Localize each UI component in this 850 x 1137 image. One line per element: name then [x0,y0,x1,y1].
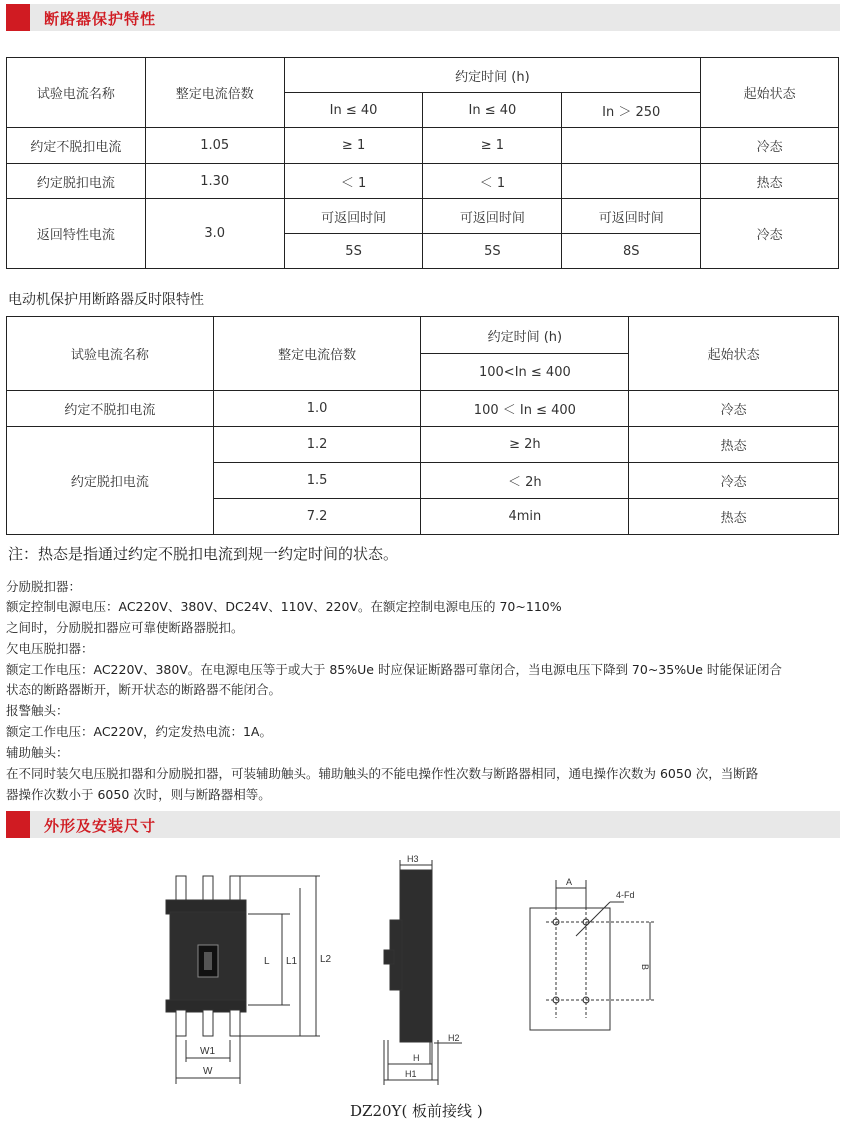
paragraph-line: 在不同时装欠电压脱扣器和分励脱扣器，可装辅助触头。辅助触头的不能电操作性次数与断路器相同，通电操作次数为 6050 次，当断路 [6,766,759,781]
dim-label-h3: H3 [407,854,419,864]
paragraph-line: 额定工作电压：AC220V、380V。在电源电压等于或大于 85%Ue 时应保证断路器可靠闭合，当电源电压下降到 70~35%Ue 时能保证闭合 [6,662,782,677]
paragraph-line: 欠电压脱扣器： [6,641,94,656]
paragraph-line: 报警触头： [6,703,69,718]
cell-name: 约定不脱扣电流 [7,391,214,427]
motor-protection-subtitle: 电动机保护用断路器反时限特性 [8,292,204,308]
cell-state: 冷态 [629,391,839,427]
paragraph-line: 状态的断路器断开，断开状态的断路器不能闭合。 [6,682,282,697]
cell-mult: 1.5 [213,463,421,499]
dim-label-l1: L1 [286,956,298,967]
cell-time: ≥ 1 [284,128,423,164]
subheader-2: In ≤ 40 [423,93,562,128]
table-row [7,391,839,427]
cell-name: 约定脱扣电流 [7,164,146,199]
cell-mult: 1.05 [145,128,284,164]
subheader-3: In ＞ 250 [562,93,701,128]
cell-time-label: 可返回时间 [423,199,562,234]
dim-label-w: W [203,1066,213,1077]
header-initial-state: 起始状态 [629,317,839,391]
dim-label-fd: 4-Fd [616,890,635,900]
header-time: 约定时间 (h) [421,317,629,354]
cell-name: 约定不脱扣电流 [7,128,146,164]
cell-state: 冷态 [701,128,839,164]
cell-state: 热态 [629,427,839,463]
subheader-time-range: 100<In ≤ 400 [421,354,629,391]
paragraph-line: 辅助触头： [6,745,69,760]
header-initial-state: 起始状态 [701,58,839,128]
motor-protection-table [6,316,839,535]
table-row [7,199,839,234]
protection-characteristics-table [6,57,839,269]
paragraph-line: 之间时，分励脱扣器应可靠使断路器脱扣。 [6,620,244,635]
dim-label-l: L [264,956,270,967]
paragraph-line: 分励脱扣器： [6,579,82,594]
note-text: 注：热态是指通过约定不脱扣电流到规一约定时间的状态。 [8,545,399,563]
section-title: 外形及安装尺寸 [44,817,157,835]
mounting-plan-drawing [530,880,656,1030]
cell-time: ＜ 1 [284,164,423,199]
paragraph-line: 额定工作电压：AC220V，约定发热电流：1A。 [6,724,272,739]
cell-time: ＜ 2h [421,463,629,499]
cell-time: ≥ 2h [421,427,629,463]
header-multiple: 整定电流倍数 [213,317,421,391]
front-view-drawing [166,876,320,1084]
cell-time: ＜ 1 [423,164,562,199]
cell-mult: 1.0 [213,391,421,427]
cell-time-label: 可返回时间 [284,199,423,234]
dim-label-b: B [640,964,650,971]
header-time: 约定时间 (h) [284,58,700,93]
paragraph-line: 额定控制电源电压：AC220V、380V、DC24V、110V、220V。在额定控制电源电压的 70~110% [6,599,562,614]
table-row [7,164,839,199]
section-header [6,811,840,838]
dim-label-a: A [566,877,573,887]
cell-time [562,164,701,199]
cell-time: ≥ 1 [423,128,562,164]
cell-mult: 1.30 [145,164,284,199]
header-multiple: 整定电流倍数 [145,58,284,128]
subheader-1: In ≤ 40 [284,93,423,128]
cell-time-label: 可返回时间 [562,199,701,234]
section-marker [6,811,30,838]
header-test-current: 试验电流名称 [7,317,214,391]
dim-label-h2: H2 [448,1033,460,1043]
cell-mult: 3.0 [145,199,284,269]
cell-mult: 7.2 [213,499,421,535]
dim-label-l2: L2 [320,954,332,965]
side-view-drawing [384,860,462,1085]
drawing-caption: DZ20Y( 板前接线 ) [350,1102,483,1120]
cell-state: 冷态 [629,463,839,499]
cell-time: 8S [562,234,701,269]
cell-state: 热态 [701,164,839,199]
cell-name: 返回特性电流 [7,199,146,269]
paragraph-line: 器操作次数小于 6050 次时，则与断路器相等。 [6,787,271,802]
cell-time: 5S [284,234,423,269]
header-test-current: 试验电流名称 [7,58,146,128]
dim-label-w1: W1 [200,1046,215,1057]
table-row [7,128,839,164]
dim-label-h: H [413,1053,420,1063]
cell-time: 100 ＜ In ≤ 400 [421,391,629,427]
cell-time: 5S [423,234,562,269]
section-marker [6,4,30,31]
cell-name: 约定脱扣电流 [7,427,214,535]
section-header [6,4,840,31]
cell-time: 4min [421,499,629,535]
dim-label-h1: H1 [405,1069,417,1079]
table-row [7,427,839,463]
cell-state: 冷态 [701,199,839,269]
section-title: 断路器保护特性 [44,10,157,28]
cell-mult: 1.2 [213,427,421,463]
cell-state: 热态 [629,499,839,535]
dimension-drawings [0,840,850,1137]
cell-time [562,128,701,164]
